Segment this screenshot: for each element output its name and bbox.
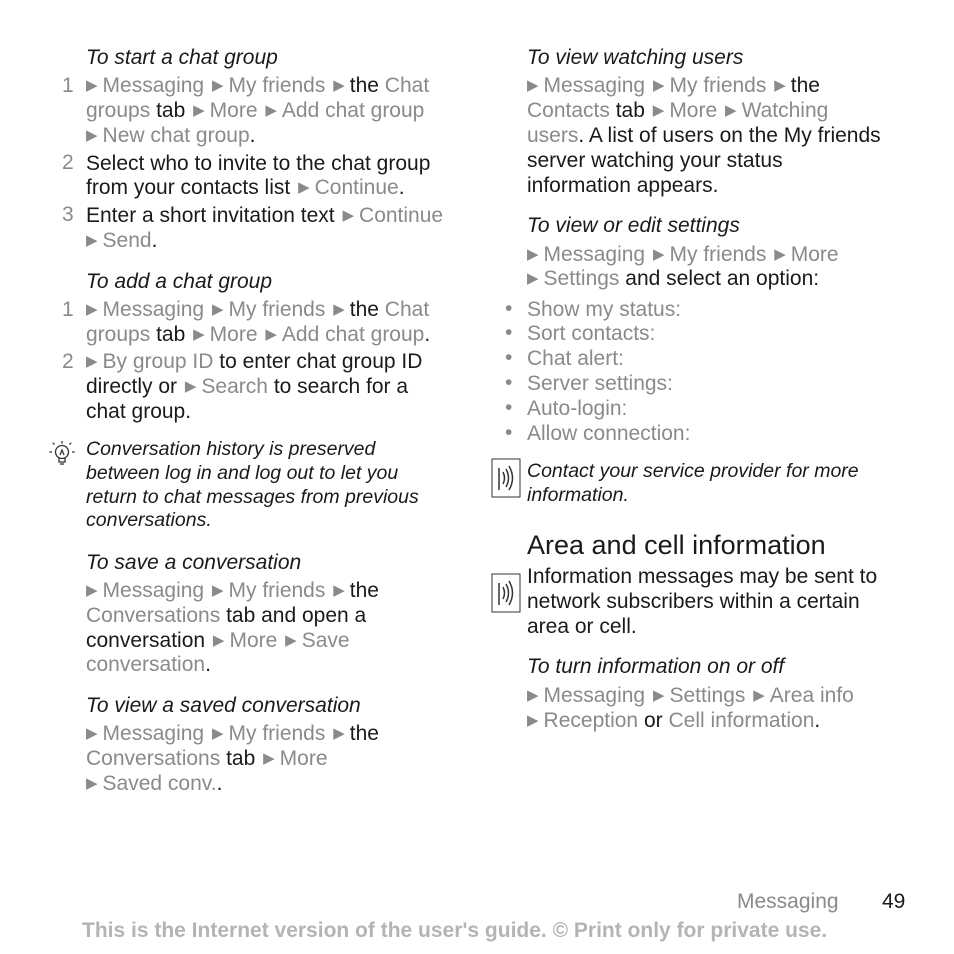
arrow-icon: ▶	[333, 301, 345, 318]
arrow-icon: ▶	[86, 232, 98, 249]
step-line: Select who to invite to the chat group	[86, 152, 431, 175]
step-number: 1	[62, 298, 74, 321]
step-line: from your contacts list ▶ Continue.	[86, 176, 405, 199]
arrow-icon: ▶	[774, 77, 786, 94]
heading-turn-info-on-off: To turn information on or off	[527, 655, 785, 678]
arrow-icon: ▶	[285, 632, 297, 649]
arrow-icon: ▶	[86, 725, 98, 742]
arrow-icon: ▶	[652, 246, 665, 263]
bullet-icon: •	[505, 396, 513, 419]
step-line: ▶ Messaging ▶ My friends ▶ the	[86, 579, 379, 602]
tip-text-line: between log in and log out to let you	[86, 462, 399, 484]
arrow-icon: ▶	[193, 102, 205, 119]
arrow-icon: ▶	[184, 378, 197, 395]
step-number: 2	[62, 151, 74, 174]
arrow-icon: ▶	[211, 301, 224, 318]
step-line: ▶ Reception or Cell information.	[527, 709, 821, 732]
settings-option: Chat alert:	[527, 347, 624, 370]
footer-disclaimer: This is the Internet version of the user's guide. © Print only for private use.	[82, 919, 828, 942]
provider-note-line: information.	[527, 484, 629, 506]
step-line: ▶ New chat group.	[86, 124, 256, 147]
step-line: ▶ Messaging ▶ My friends ▶ the Chat	[86, 74, 430, 97]
page-number: 49	[882, 890, 906, 913]
arrow-icon: ▶	[86, 301, 98, 318]
step-line: Conversations tab and open a	[86, 604, 367, 627]
heading-save-conversation: To save a conversation	[86, 551, 302, 574]
step-line: directly or ▶ Search to search for a	[86, 375, 409, 398]
step-line: server watching your status	[527, 149, 783, 172]
arrow-icon: ▶	[527, 712, 539, 729]
arrow-icon: ▶	[774, 246, 786, 263]
area-text-line: network subscribers within a certain	[527, 590, 860, 613]
step-line: ▶ Messaging ▶ My friends ▶ the	[527, 74, 820, 97]
arrow-icon: ▶	[342, 207, 355, 224]
settings-option: Auto-login:	[527, 397, 628, 420]
heading-view-edit-settings: To view or edit settings	[527, 214, 740, 237]
arrow-icon: ▶	[652, 687, 665, 704]
arrow-icon: ▶	[86, 582, 98, 599]
step-line: ▶ Saved conv..	[86, 772, 223, 795]
area-text-line: area or cell.	[527, 615, 637, 638]
arrow-icon: ▶	[527, 687, 539, 704]
step-line: ▶ Messaging ▶ My friends ▶ the	[86, 722, 379, 745]
heading-view-watching-users: To view watching users	[527, 46, 744, 69]
provider-note-line: Contact your service provider for more	[527, 460, 859, 482]
bullet-icon: •	[505, 297, 513, 320]
arrow-icon: ▶	[212, 632, 225, 649]
step-line: groups tab ▶ More ▶ Add chat group	[86, 99, 425, 122]
tip-text-line: return to chat messages from previous	[86, 486, 419, 508]
bullet-icon: •	[505, 421, 513, 444]
step-number: 3	[62, 203, 74, 226]
step-number: 2	[62, 350, 74, 373]
arrow-icon: ▶	[86, 77, 98, 94]
settings-option: Show my status:	[527, 298, 682, 321]
arrow-icon: ▶	[333, 725, 345, 742]
step-line: ▶ Messaging ▶ Settings ▶ Area info	[527, 684, 854, 707]
heading-start-chat-group: To start a chat group	[86, 46, 278, 69]
heading-view-saved-conversation: To view a saved conversation	[86, 694, 361, 717]
footer-section-name: Messaging	[737, 890, 839, 913]
arrow-icon: ▶	[265, 326, 277, 343]
tip-text-line: Conversation history is preserved	[86, 438, 376, 460]
arrow-icon: ▶	[298, 179, 310, 196]
step-number: 1	[62, 74, 74, 97]
heading-add-chat-group: To add a chat group	[86, 270, 273, 293]
step-line: ▶ Messaging ▶ My friends ▶ the Chat	[86, 298, 430, 321]
step-line: chat group.	[86, 400, 192, 423]
step-line: ▶ By group ID to enter chat group ID	[86, 350, 423, 373]
network-service-icon	[491, 573, 521, 613]
arrow-icon: ▶	[753, 687, 765, 704]
arrow-icon: ▶	[86, 775, 98, 792]
area-text-line: Information messages may be sent to	[527, 565, 878, 588]
arrow-icon: ▶	[193, 326, 205, 343]
arrow-icon: ▶	[263, 750, 275, 767]
step-line: users. A list of users on the My friends	[527, 124, 881, 147]
step-line: Conversations tab ▶ More	[86, 747, 328, 770]
arrow-icon: ▶	[333, 582, 345, 599]
arrow-icon: ▶	[265, 102, 277, 119]
step-line: information appears.	[527, 174, 719, 197]
arrow-icon: ▶	[725, 102, 737, 119]
lightbulb-icon	[46, 438, 78, 472]
arrow-icon: ▶	[211, 77, 224, 94]
section-title-area-cell: Area and cell information	[527, 530, 826, 560]
step-line: Enter a short invitation text ▶ Continue	[86, 204, 444, 227]
arrow-icon: ▶	[652, 102, 665, 119]
bullet-icon: •	[505, 321, 513, 344]
step-line: conversation.	[86, 653, 211, 676]
settings-option: Allow connection:	[527, 422, 691, 445]
settings-option: Sort contacts:	[527, 322, 656, 345]
tip-text-line: conversations.	[86, 509, 212, 531]
settings-option: Server settings:	[527, 372, 673, 395]
arrow-icon: ▶	[333, 77, 345, 94]
arrow-icon: ▶	[527, 246, 539, 263]
arrow-icon: ▶	[652, 77, 665, 94]
step-line: ▶ Send.	[86, 229, 158, 252]
step-line: Contacts tab ▶ More ▶ Watching	[527, 99, 829, 122]
arrow-icon: ▶	[86, 353, 98, 370]
step-line: ▶ Messaging ▶ My friends ▶ More	[527, 243, 839, 266]
arrow-icon: ▶	[527, 270, 539, 287]
step-line: conversation ▶ More ▶ Save	[86, 629, 350, 652]
step-line: groups tab ▶ More ▶ Add chat group.	[86, 323, 431, 346]
arrow-icon: ▶	[211, 582, 224, 599]
arrow-icon: ▶	[211, 725, 224, 742]
network-service-icon	[491, 458, 521, 498]
step-line: ▶ Settings and select an option:	[527, 267, 820, 290]
bullet-icon: •	[505, 346, 513, 369]
arrow-icon: ▶	[86, 127, 98, 144]
arrow-icon: ▶	[527, 77, 539, 94]
bullet-icon: •	[505, 371, 513, 394]
